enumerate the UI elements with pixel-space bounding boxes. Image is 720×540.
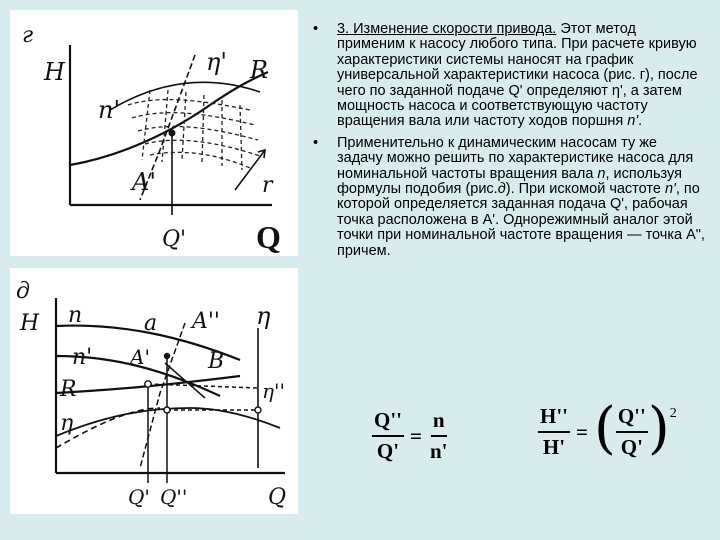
g-grid [128, 90, 260, 170]
d-n-label: n [68, 303, 83, 328]
formula-2-frac-right [616, 404, 648, 460]
formula-2-exponent: 2 [669, 406, 677, 421]
bullet-1-title: 3. Изменение скорости привода. [337, 21, 557, 37]
d-point-eta2 [164, 407, 170, 413]
g-q1-label: Q' [162, 227, 187, 252]
d-a1-label: A' [130, 345, 150, 369]
formula-1-num-left: Q'' [372, 408, 404, 437]
diagram-g [10, 10, 298, 256]
bullet-2-part2: , используя формулы подобия (рис. [337, 165, 682, 198]
g-point-a1 [169, 130, 176, 137]
bullet-dot: • [313, 21, 319, 37]
formula-2-num-right: Q'' [616, 404, 648, 433]
formula-1-frac-right [428, 408, 450, 464]
bullet-2-var-d: д [497, 181, 506, 198]
d-eta2-label: η'' [262, 379, 285, 403]
bullet-2 [313, 136, 705, 259]
g-n-label: n' [98, 96, 121, 124]
d-q-label: Q [268, 485, 287, 510]
d-h-label: H [20, 311, 40, 336]
d-point-eta-axis [255, 407, 261, 413]
diagram-g-svg [10, 10, 298, 256]
formula-1-frac-left [372, 408, 404, 464]
d-b-label: B [208, 349, 225, 374]
d-r-label: R [60, 377, 77, 402]
d-eta-axis-label: η [256, 302, 271, 330]
formula-2-lparen: ( [593, 396, 616, 461]
formula-2 [538, 396, 677, 461]
g-q-label: Q [256, 219, 281, 255]
formula-1 [372, 408, 450, 464]
d-eta-label: η [60, 411, 74, 436]
formula-1-eq: = [410, 423, 422, 448]
bullet-1-var: n' [627, 113, 639, 130]
g-label: г [22, 23, 34, 48]
bullet-2-part3: ). При искомой частоте [505, 181, 665, 198]
d-point-a1 [145, 381, 151, 387]
g-h-label: H [44, 58, 65, 86]
diagram-d [10, 268, 298, 514]
d-label: д [16, 279, 30, 304]
g-eta-label: η' [206, 48, 227, 76]
g-a-label: A' [132, 168, 156, 196]
formula-2-den-right: Q' [620, 435, 643, 459]
formula-2-num-left: H'' [538, 404, 570, 433]
g-rr-label: r [262, 173, 273, 198]
bullet-2-part1: Применительно к динамическим насосам ту же задачу можно решить по характеристике насоса для номинальной частоты вращения вала [337, 134, 694, 182]
formula-1-den-left: Q' [376, 439, 400, 463]
bullet-2-part4: , по которой определяется заданная подача Q', рабочая точка расположена в A'. Однорежимный аналог этой точки при номинальной частоте вращения — точка A", причем. [337, 181, 705, 259]
d-a2-label: A'' [192, 309, 220, 334]
diagram-d-svg [10, 268, 298, 514]
formula-2-rparen: ) [647, 396, 670, 461]
bullet-1-body: Этот метод применим к насосу любого типа. При расчете кривую характеристики системы наносят на график универсальной характеристики насоса (рис. г), после чего по заданной подаче Q' определяют η', а затем мощность насоса и соответствующую частоту вращения вала или частоту ходов поршня [337, 21, 698, 130]
bullet-1-end: . [638, 113, 643, 130]
d-q2-label: Q'' [160, 485, 188, 509]
d-q1-label: Q' [128, 485, 150, 509]
bullet-dot: • [313, 134, 319, 151]
formula-2-den-left: H' [542, 435, 566, 459]
formula-2-eq: = [576, 419, 588, 444]
d-n1-label: n' [72, 345, 93, 370]
d-a-label: a [144, 311, 158, 336]
g-r-curve [110, 82, 260, 110]
formula-1-num-right: n [431, 408, 447, 437]
formula-2-frac-left [538, 404, 570, 460]
bullet-1 [313, 22, 705, 130]
g-r-label: R [250, 56, 269, 84]
bullet-2-var-n: n [597, 165, 606, 182]
d-point-a2 [164, 353, 170, 359]
formula-1-den-right: n' [429, 439, 448, 463]
bullet-2-var-n1: n' [664, 181, 676, 198]
g-r-arrow [235, 150, 265, 190]
text-block [313, 22, 705, 265]
